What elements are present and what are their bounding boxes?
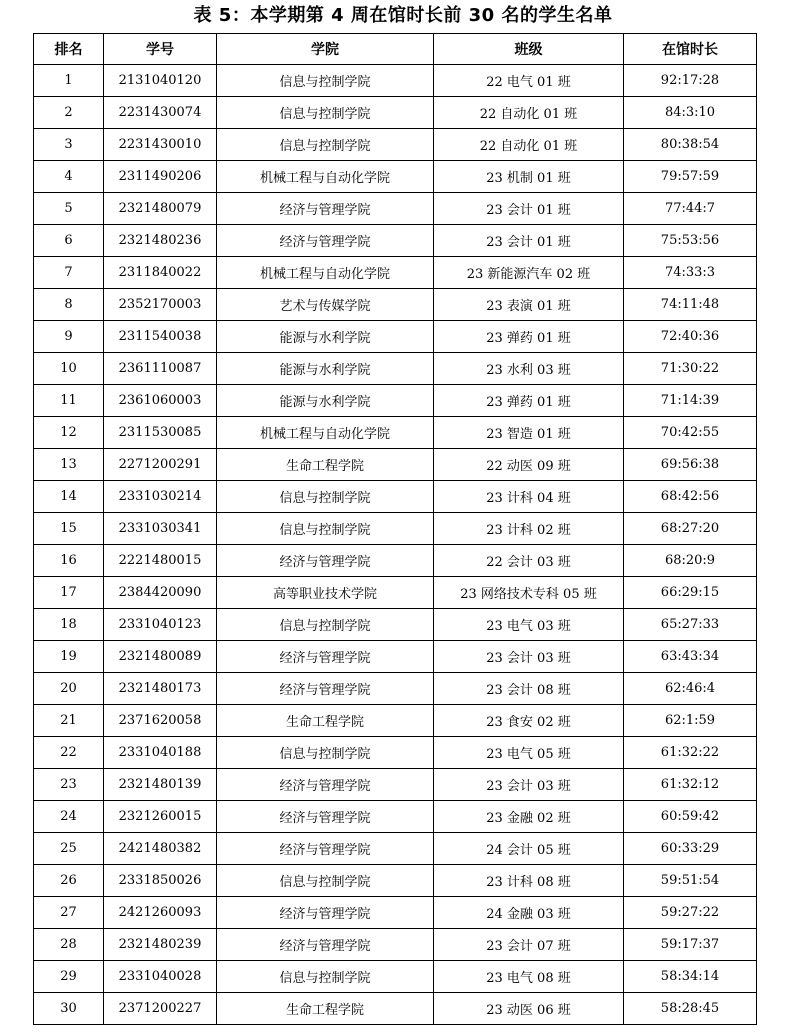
cell-college: 信息与控制学院 [217, 97, 434, 129]
table-row [34, 385, 757, 417]
cell-duration: 68:20:9 [624, 545, 757, 577]
cell-college: 经济与管理学院 [217, 801, 434, 833]
table-row [34, 737, 757, 769]
cell-duration: 63:43:34 [624, 641, 757, 673]
cell-rank: 8 [34, 289, 104, 321]
cell-college: 经济与管理学院 [217, 673, 434, 705]
cell-college: 信息与控制学院 [217, 65, 434, 97]
header-class: 班级 [434, 34, 624, 65]
table-row [34, 97, 757, 129]
cell-student-id: 2331040123 [104, 609, 217, 641]
cell-class: 23 计科 08 班 [434, 865, 624, 897]
cell-college: 经济与管理学院 [217, 897, 434, 929]
cell-rank: 13 [34, 449, 104, 481]
header-duration: 在馆时长 [624, 34, 757, 65]
cell-class: 23 会计 07 班 [434, 929, 624, 961]
cell-rank: 28 [34, 929, 104, 961]
cell-class: 23 会计 03 班 [434, 769, 624, 801]
table-row [34, 417, 757, 449]
table-row [34, 961, 757, 993]
table-row [34, 673, 757, 705]
cell-student-id: 2384420090 [104, 577, 217, 609]
table-row [34, 257, 757, 289]
cell-class: 23 会计 03 班 [434, 641, 624, 673]
table-row [34, 929, 757, 961]
cell-student-id: 2331040188 [104, 737, 217, 769]
cell-college: 生命工程学院 [217, 705, 434, 737]
cell-rank: 7 [34, 257, 104, 289]
cell-college: 经济与管理学院 [217, 225, 434, 257]
cell-class: 24 金融 03 班 [434, 897, 624, 929]
table-row [34, 129, 757, 161]
cell-duration: 65:27:33 [624, 609, 757, 641]
cell-rank: 17 [34, 577, 104, 609]
cell-duration: 61:32:12 [624, 769, 757, 801]
cell-college: 能源与水利学院 [217, 353, 434, 385]
cell-class: 22 会计 03 班 [434, 545, 624, 577]
cell-duration: 79:57:59 [624, 161, 757, 193]
cell-duration: 58:28:45 [624, 993, 757, 1025]
cell-duration: 68:42:56 [624, 481, 757, 513]
cell-college: 机械工程与自动化学院 [217, 417, 434, 449]
cell-student-id: 2321480239 [104, 929, 217, 961]
cell-duration: 74:11:48 [624, 289, 757, 321]
cell-duration: 80:38:54 [624, 129, 757, 161]
cell-rank: 15 [34, 513, 104, 545]
cell-class: 23 会计 01 班 [434, 225, 624, 257]
cell-rank: 19 [34, 641, 104, 673]
cell-duration: 68:27:20 [624, 513, 757, 545]
cell-college: 经济与管理学院 [217, 929, 434, 961]
cell-student-id: 2311530085 [104, 417, 217, 449]
cell-college: 机械工程与自动化学院 [217, 257, 434, 289]
table-row [34, 609, 757, 641]
header-college: 学院 [217, 34, 434, 65]
table-row [34, 449, 757, 481]
header-student-id: 学号 [104, 34, 217, 65]
cell-college: 机械工程与自动化学院 [217, 161, 434, 193]
cell-duration: 58:34:14 [624, 961, 757, 993]
cell-student-id: 2321480236 [104, 225, 217, 257]
cell-rank: 2 [34, 97, 104, 129]
cell-student-id: 2371620058 [104, 705, 217, 737]
cell-college: 经济与管理学院 [217, 769, 434, 801]
cell-student-id: 2321480089 [104, 641, 217, 673]
cell-duration: 69:56:38 [624, 449, 757, 481]
cell-class: 23 计科 02 班 [434, 513, 624, 545]
cell-duration: 75:53:56 [624, 225, 757, 257]
cell-college: 信息与控制学院 [217, 737, 434, 769]
cell-college: 信息与控制学院 [217, 129, 434, 161]
table-row [34, 801, 757, 833]
cell-student-id: 2331040028 [104, 961, 217, 993]
table-row [34, 897, 757, 929]
cell-duration: 59:17:37 [624, 929, 757, 961]
cell-class: 23 电气 05 班 [434, 737, 624, 769]
cell-college: 经济与管理学院 [217, 641, 434, 673]
cell-class: 23 新能源汽车 02 班 [434, 257, 624, 289]
cell-rank: 10 [34, 353, 104, 385]
table-header-row [34, 34, 757, 65]
cell-student-id: 2311490206 [104, 161, 217, 193]
cell-student-id: 2311840022 [104, 257, 217, 289]
cell-student-id: 2371200227 [104, 993, 217, 1025]
cell-class: 23 计科 04 班 [434, 481, 624, 513]
cell-rank: 21 [34, 705, 104, 737]
table-row [34, 225, 757, 257]
cell-rank: 20 [34, 673, 104, 705]
cell-duration: 74:33:3 [624, 257, 757, 289]
cell-student-id: 2361110087 [104, 353, 217, 385]
cell-college: 信息与控制学院 [217, 481, 434, 513]
cell-duration: 60:59:42 [624, 801, 757, 833]
cell-student-id: 2421480382 [104, 833, 217, 865]
cell-rank: 25 [34, 833, 104, 865]
cell-class: 23 会计 01 班 [434, 193, 624, 225]
cell-college: 生命工程学院 [217, 993, 434, 1025]
cell-student-id: 2331030214 [104, 481, 217, 513]
cell-rank: 26 [34, 865, 104, 897]
cell-college: 经济与管理学院 [217, 545, 434, 577]
cell-student-id: 2311540038 [104, 321, 217, 353]
cell-student-id: 2321480079 [104, 193, 217, 225]
cell-duration: 77:44:7 [624, 193, 757, 225]
cell-duration: 66:29:15 [624, 577, 757, 609]
table-row [34, 321, 757, 353]
student-ranking-table [33, 33, 757, 1025]
cell-rank: 29 [34, 961, 104, 993]
table-row [34, 65, 757, 97]
header-rank: 排名 [34, 34, 104, 65]
cell-rank: 14 [34, 481, 104, 513]
cell-rank: 6 [34, 225, 104, 257]
cell-class: 23 弹药 01 班 [434, 321, 624, 353]
table-row [34, 641, 757, 673]
cell-duration: 92:17:28 [624, 65, 757, 97]
cell-class: 23 动医 06 班 [434, 993, 624, 1025]
cell-duration: 62:1:59 [624, 705, 757, 737]
cell-class: 23 水利 03 班 [434, 353, 624, 385]
cell-duration: 59:27:22 [624, 897, 757, 929]
cell-duration: 71:14:39 [624, 385, 757, 417]
cell-class: 23 弹药 01 班 [434, 385, 624, 417]
cell-student-id: 2221480015 [104, 545, 217, 577]
cell-duration: 84:3:10 [624, 97, 757, 129]
cell-duration: 59:51:54 [624, 865, 757, 897]
table-row [34, 161, 757, 193]
cell-rank: 3 [34, 129, 104, 161]
table-body [34, 65, 757, 1025]
cell-rank: 18 [34, 609, 104, 641]
table-row [34, 353, 757, 385]
cell-rank: 16 [34, 545, 104, 577]
cell-rank: 9 [34, 321, 104, 353]
cell-student-id: 2331850026 [104, 865, 217, 897]
cell-class: 22 自动化 01 班 [434, 129, 624, 161]
cell-student-id: 2231430074 [104, 97, 217, 129]
cell-class: 23 电气 08 班 [434, 961, 624, 993]
cell-class: 22 自动化 01 班 [434, 97, 624, 129]
cell-rank: 24 [34, 801, 104, 833]
cell-rank: 1 [34, 65, 104, 97]
table-row [34, 865, 757, 897]
cell-duration: 62:46:4 [624, 673, 757, 705]
cell-college: 信息与控制学院 [217, 865, 434, 897]
cell-class: 24 会计 05 班 [434, 833, 624, 865]
cell-class: 22 电气 01 班 [434, 65, 624, 97]
table-row [34, 833, 757, 865]
table-row [34, 705, 757, 737]
cell-college: 经济与管理学院 [217, 833, 434, 865]
cell-student-id: 2421260093 [104, 897, 217, 929]
table-row [34, 513, 757, 545]
cell-class: 23 机制 01 班 [434, 161, 624, 193]
cell-class: 23 会计 08 班 [434, 673, 624, 705]
table-row [34, 545, 757, 577]
cell-class: 23 网络技术专科 05 班 [434, 577, 624, 609]
cell-college: 艺术与传媒学院 [217, 289, 434, 321]
cell-class: 23 电气 03 班 [434, 609, 624, 641]
cell-rank: 22 [34, 737, 104, 769]
cell-duration: 72:40:36 [624, 321, 757, 353]
cell-rank: 12 [34, 417, 104, 449]
cell-class: 23 金融 02 班 [434, 801, 624, 833]
cell-student-id: 2331030341 [104, 513, 217, 545]
cell-student-id: 2231430010 [104, 129, 217, 161]
cell-rank: 5 [34, 193, 104, 225]
cell-rank: 23 [34, 769, 104, 801]
cell-duration: 61:32:22 [624, 737, 757, 769]
cell-rank: 4 [34, 161, 104, 193]
cell-student-id: 2131040120 [104, 65, 217, 97]
cell-rank: 27 [34, 897, 104, 929]
table-title: 表 5：本学期第 4 周在馆时长前 30 名的学生名单 [193, 5, 613, 26]
cell-college: 信息与控制学院 [217, 609, 434, 641]
cell-student-id: 2352170003 [104, 289, 217, 321]
table-row [34, 481, 757, 513]
table-row [34, 577, 757, 609]
cell-class: 22 动医 09 班 [434, 449, 624, 481]
table-row [34, 769, 757, 801]
cell-student-id: 2271200291 [104, 449, 217, 481]
cell-class: 23 表演 01 班 [434, 289, 624, 321]
cell-student-id: 2321480173 [104, 673, 217, 705]
table-row [34, 193, 757, 225]
cell-student-id: 2321480139 [104, 769, 217, 801]
table-row [34, 289, 757, 321]
cell-college: 能源与水利学院 [217, 385, 434, 417]
cell-college: 生命工程学院 [217, 449, 434, 481]
cell-class: 23 智造 01 班 [434, 417, 624, 449]
cell-duration: 71:30:22 [624, 353, 757, 385]
cell-duration: 60:33:29 [624, 833, 757, 865]
cell-college: 信息与控制学院 [217, 513, 434, 545]
cell-rank: 30 [34, 993, 104, 1025]
cell-college: 能源与水利学院 [217, 321, 434, 353]
cell-college: 经济与管理学院 [217, 193, 434, 225]
cell-college: 信息与控制学院 [217, 961, 434, 993]
cell-duration: 70:42:55 [624, 417, 757, 449]
cell-rank: 11 [34, 385, 104, 417]
cell-college: 高等职业技术学院 [217, 577, 434, 609]
table-row [34, 993, 757, 1025]
cell-class: 23 食安 02 班 [434, 705, 624, 737]
cell-student-id: 2321260015 [104, 801, 217, 833]
cell-student-id: 2361060003 [104, 385, 217, 417]
